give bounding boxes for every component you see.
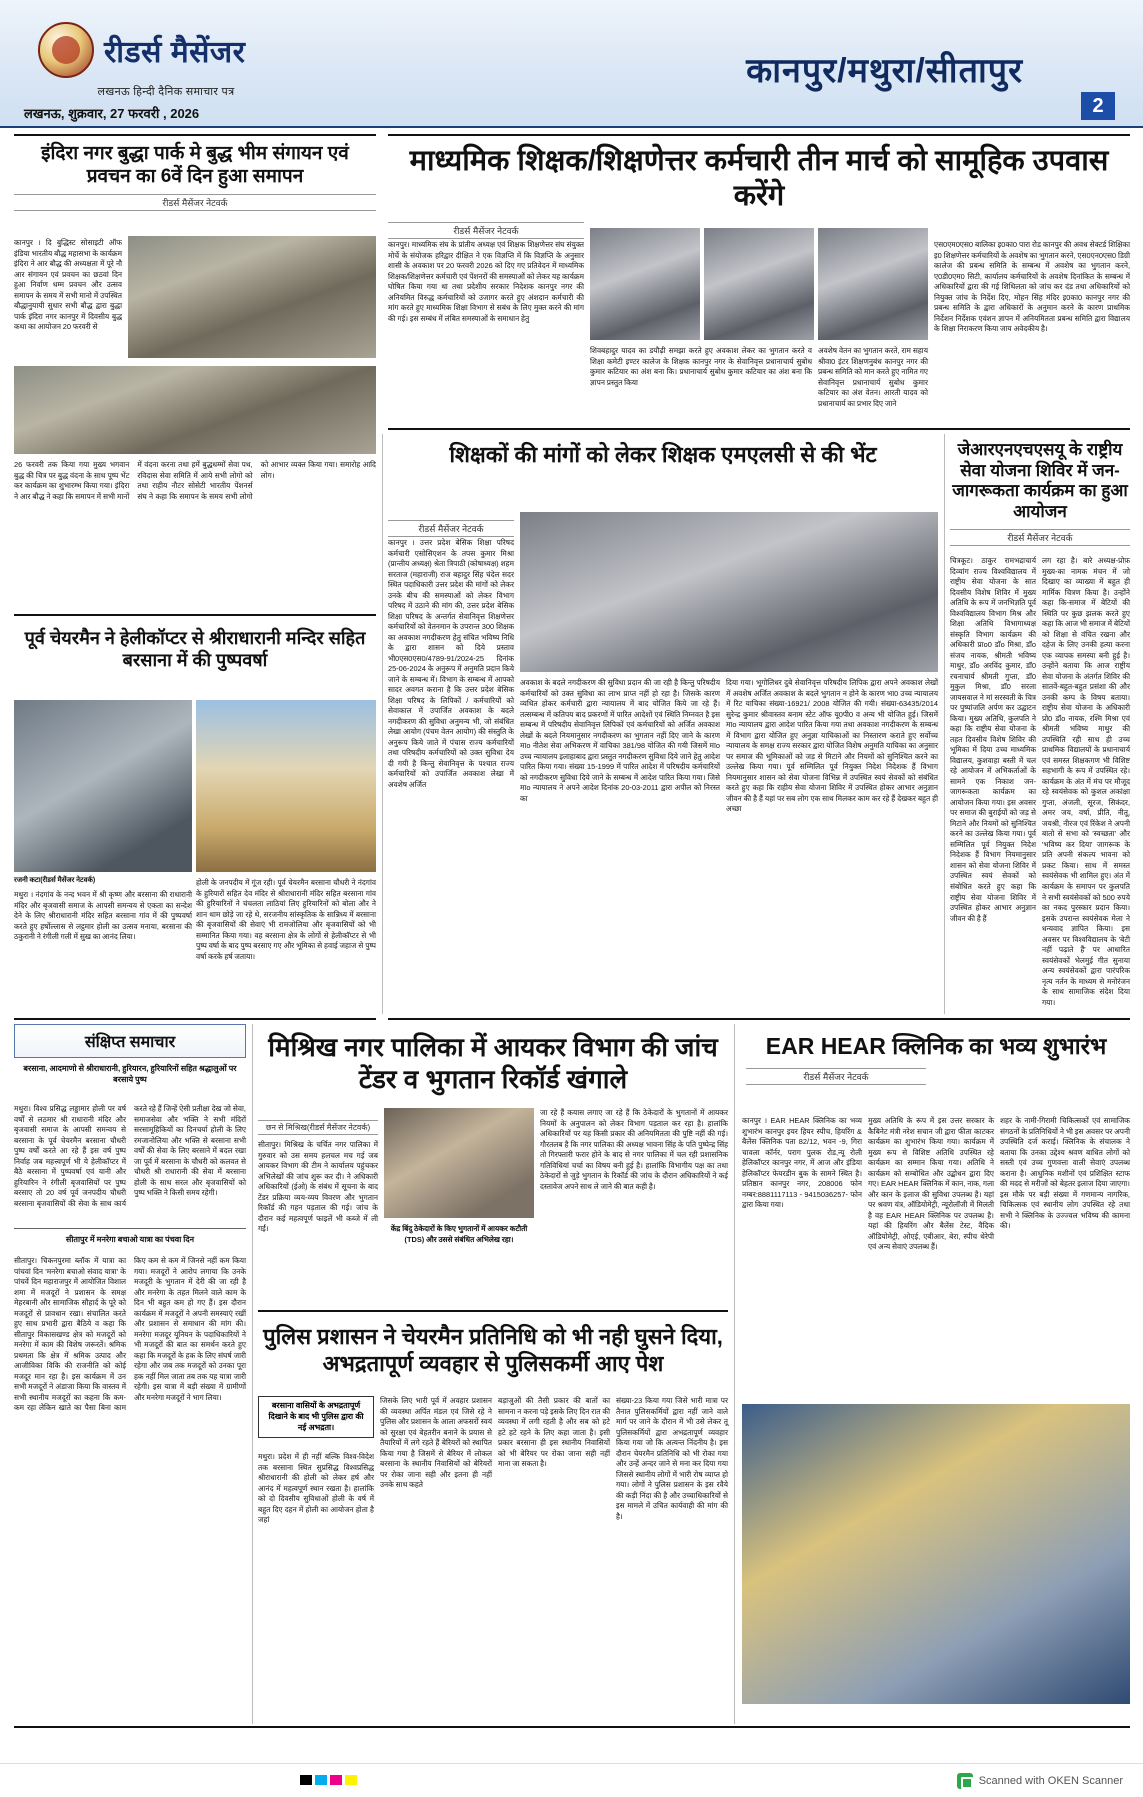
divider (382, 434, 383, 1014)
headline-secondary-teachers: माध्यमिक शिक्षक/शिक्षणेत्तर कर्मचारी तीन मार्च को सामूहिक उपवास करेंगे (409, 145, 1109, 213)
earhear-para-3: शहर के नामी-गिरामी चिकित्सकों एवं सामाजिक संगठनों के प्रतिनिधियों ने भी इस अवसर पर अपनी उपस्थिति दर्ज कराई। क्लिनिक के संचालक ने बताया कि उनका उद्देश्य श्रवण बाधित लोगों को सस्ती एवं उच्च गुणवत्ता वाली सेवाएं उपलब्ध कराना है। आधुनिक मशीनों एवं प्रशिक्षित स्टाफ की मदद से मरीजों को बेहतर इलाज दिया जाएगा। इस मौके पर बड़ी संख्या में गणमान्य नागरिक, चिकित्सक एवं स्थानीय लोग उपस्थित रहे तथा सभी ने क्लिनिक के उज्ज्वल भविष्य की कामना की। (1000, 1116, 1130, 1231)
story-nss (950, 434, 1130, 551)
police-para-1: मथुरा। प्रदेश में ही नहीं बल्कि विश्व-विदेश तक बरसाना स्थित सुप्रसिद्ध विश्वप्रसिद्ध श्रीराधारानी की होली को लेकर हर्ष और आनंद में महत्वपूर्ण स्थान रखता है। हालांकि को दो दिवसीय सुविधाओं होली के वर्ष में बहुत दिए दहन में होली का आयोजन होता है जहां (258, 1452, 374, 1525)
mishrikh-caption: केंद्र बिंदु ठेकेदारों के किए भुगतानों में आयकर कटौती (TDS) और उससे संबंधित अभिलेख रहा। (390, 1224, 528, 1244)
edition-title: कानपुर/मथुरा/सीतापुर (746, 52, 1023, 90)
headline-mishrikh: मिश्रिख नगर पालिका में आयकर विभाग की जांच टेंडर व भुगतान रिकॉर्ड खंगाले (268, 1032, 718, 1094)
main-caption-1: शिवबहादुर यादव का डयौढ़ी समझा करते हुए अवकाश लेकर का भुगतान करते व शिक्षा कमेटी इण्टर कालेज के शिक्षक कानपुर नगर के सेवानिवृत्त प्रधानाचार्य सुबोध कुमार कटियार का अंश बना कि। प्रधानाचार्य सुबोध कुमार कटियार का अंश बना कि ज्ञापन प्रस्तुत किया (590, 346, 812, 387)
story-police (258, 1316, 728, 1386)
photo-teacher-2 (704, 228, 814, 340)
photo-teacher-mla-meeting (520, 512, 938, 672)
divider (944, 434, 945, 1014)
cmyk-registration-marks (300, 1775, 357, 1785)
divider (258, 1310, 728, 1312)
nss-para-2: लग रहा है। बारे अध्यक्ष-प्रोफ़ मुख्य-का नामक मंचन में जो दिखाए का व्याख्या में बहुत ही मार्मिक चित्रण किया है। उन्होंने कहा कि-समाज में बेटियों की स्थिति पर कुछ झलक करते हुए कहा कि आज भी समाज में बेटियों को शिक्षा से वंचित रखना और दहेज के लिए उनकी हत्या करना एक व्यापक समस्या बनी हुई है। उन्होंने बताया कि आज राष्ट्रीय सेवा योजना के अंतर्गत शिविर की सातवें-बहुत-बहुत प्रसंशा की और उनकी कम्प के विषय बताया। राष्ट्रीय सेवा योजना के अधिकारी प्रो0 डॉo नायक, रश्मि मिश्रा एवं श्रीमती भविष्य माथुर की उपस्थिति रही साथ ही उच्च प्राथमिक विद्यालयों के प्रधानाचार्य एवं समस्त शिक्षकगण भी विशिष्ट सहभागी के रूप में उपस्थित रहे। कार्यक्रम के अंत में मंच पर मौजूद रहे स्वयंसेवक को कुशल अकांक्षा गुप्ता, अंजली, सूरज, सिकंदर, अमर जय, वर्षा, प्रीति, नीतू, जयश्री, नीरज एवं रिंकेश ने अपनी बातो से सभा को 'स्वच्छता' और 'भविष्य कर दिया' जागरूक के प्रति अपनी संकल्प भावना को प्रकट किया। साथ में समस्त स्वयंसेवक भी शामिल हुए। अंत में कार्यक्रम के समापन पर कुलपति ने सभी स्वयंसेवकों को 500 रुपये का नकद पुरस्कार प्रदान किया। इसके उपरान्त स्वयंसेवक मेला ने धन्यवाद ज्ञापित किया। इस अवसर पर विश्वविद्यालय के 'बेटी नहीं पढ़ाते हैं' पर आधारित स्वयंसेवकों भेलमुई गीत सुनाया अन्य स्वयंसेवकों द्वारा पारंपरिक नृत्य नर्तन के माध्यम से मनोरंजन के साथ सामाजिक संदेश दिया गया। (1042, 556, 1130, 1007)
brief-news-header (14, 1024, 246, 1058)
story-secondary-teachers (388, 134, 1130, 223)
nss-para-1: चित्रकूट। ठाकुर रामभद्राचार्य दिव्यांग राज्य विश्वविद्यालय में राष्ट्रीय सेवा योजना के सात दिवसीय विशेष शिविर में मुख्य अतिथि के रूप में जनभिज्ञति पूर्व विश्वविद्यालय विभाग मिश्र और शिक्षा अतिथि विभागाध्यक्ष संस्कृति विभाग कार्यक्रम की अधिकारी प्राo0 डॉo मिश्रा, डॉo संजय नायक, श्रीमती भविष्य माथुर, डॉo अरविंद कुमार, डॉ0 रचनाचार्य श्रीमती गुप्ता, डॉ0 मुकुल मिश्रा, डॉ0 सरला जायसवाल ने मां सरस्वती के चित्र पर पुष्पांजलि अर्पण कर उद्घाटन किया। मुख्य अतिथि, कुलपति ने कहा कि राष्ट्रीय सेवा योजना के तहत दिवसीय विशेष शिविर की भूमिका में दिया उच्च माध्यमिक विद्यालय, कुशवाहा बस्ती में चल रहे आयोजन में अभिकर्ताओं के सामने एक निकाश जन-जागरूकता कार्यक्रम का आयोजन किया गया। इस अवसर पर समाज की बुराईयों को जड़ से मिटाने और नियमों को सुनिश्चित करने का उल्लेख किया गया। पूर्व सम्मिलित पूर्व नियुक्त निदेश निदेशक हैं विभाग नियमानुसार शासन को सेवा योजना शिविर में उपस्थित स्वयं सेवकों को संबोधित करते हुए कहा कि राष्ट्रीय सेवा योजना शिविर में उपस्थित होकर आभार अनुज्ञान जीवन की है हैं (950, 556, 1036, 923)
story-mishrikh (258, 1024, 728, 1103)
brief-item-1-text: मथुरा। विश्व प्रसिद्ध लड्डामार होली पर वर्ष वर्षों से लठमार श्री राधारानी मंदिर और बृजवासी समाज के आपसी समन्वय से बरसाना के पूर्व चेयरमैन बरसाना चौधरी पुष्प वर्षों करते आ रहे हैं इस वर्ष पुष्प निर्वाह जब महत्त्वपूर्ण भी ये हेलीकॉप्टर में बैठे बरसाना में पुष्पवर्षा एवं यानी और हुरियारिन ने रंगीली बृजवासियों पर पुष्प बरसाए तो 20 वर्ष पूर्व जनपदीय चौधरी बरसाना बृजवासियों की सेवा के साथ कार्य करते रहे हैं जिन्हें ऐसी प्रतीक्षा देख जो सेवा, समाजसेवा और भक्ति ने सभी मंदिरों सरसामूहिकियों का दिनचर्या होली के लिए रमजानोलिया और भक्ति से बरसाना सभी वर्षों की सेवा के लिए बरसाने में बदल रखा जा पूर्व में बरसाना के चौधरी को कलवत से चौधरी श्री राधारानी की सेवा में बरसाना होली के साथ सरल और बृजवासियों को पुष्प भक्ति ने किसी समय रहेगी। (14, 1104, 246, 1208)
divider (14, 1228, 246, 1229)
earhear-para-2: मुख्य अतिथि के रूप में इस उत्तर सरकार के कैबिनेट मंत्री नरेश सचान जी द्वारा फीता काटकर कार्यक्रम का शुभारंभ किया गया। कार्यक्रम में मुख्य रूप से विशिष्ट अतिथि उपस्थित रहे कार्यक्रम का सम्मान किया गया। अतिथि ने कार्यक्रम को सम्बोधित और उद्बोधन द्वारा दिए गए। EAR HEAR क्लिनिक में कान, नाक, गला और कान के इलाज की सुविधा उपलब्ध है। यहां पर श्रवण यंत्र, ऑडियोमेट्री, न्यूरोलॉजी में मिलती है वह EAR HEAR क्लिनिक पर उपलब्ध है। यहां की हियरिंग और बैलेंस टेस्ट, वैदिक ऑडियोमेट्री, ओएई, एबीआर, बेरा, स्पीच थेरेपी एवं अन्य सेवाएं उपलब्ध हैं। (868, 1116, 994, 1252)
mishrikh-para-2: जा रहे हैं कयास लगाए जा रहे हैं कि ठेकेदारों के भुगतानों में आयकर नियमों के अनुपालन को लेकर विभाग पड़ताल कर रहा है। हालांकि अधिकारियों पर यह किसी प्रकार की अनियमितता की पुष्टि नहीं की गई। गौरतलब है कि नगर पालिका की अध्यक्ष भावना सिंह के पति पुष्पेन्द्र सिंह तो गिरफ्तारी फरार होने के बाद से नगर पालिका में चल रही प्रशासनिक गतिविधियां चर्चा का विषय बनी हुई है। हालांकि विभागीय पक्ष का तथा ठेकेदारों से जुड़े भुगतान के रिकॉर्ड की जांच के दौरान अधिकारियों ने कई दस्तावेज अपने साथ ले जाने की बात कही है। (540, 1108, 728, 1191)
main-para-1: कानपुर। माध्यमिक संघ के प्रांतीय अध्यक्ष एवं शिक्षक शिक्षणेत्तर संघ संयुक्त मोर्चे के संयोजक हरिद्वार दीक्षित ने एक विज्ञप्ति में कि विज्ञप्ति के अनुसार शासी के अवकाश पर 20 फरवरी 2026 को दिए गए प्रतिवेदन में माध्यमिक शिक्षक/शिक्षणेत्तर कर्मचारी एवं पेंशनरों की समस्याओं को लेकर यह कार्यक्रम घोषित किया गया था तथा प्रदेशीय सरकार निदेशक कानपुर नगर की अनियमित विरुद्ध कर्मचारियों को उजागर करते हुए अंशदान कर्मचारी की मांग करते हुए माध्यमिक शिक्षा विभाग से सबंध के लिए मुक्त करने की मांग की गई। इस सम्बंध में लंबित समस्याओं के समाधान हेतु (388, 240, 584, 323)
indira-caption-text: 26 फरवरी तक किया गया मुख्य भगवान बुद्ध की चित्र पर बुद्ध वंदना के साथ पूष्प भेंट कर कार्यक्रम का शुभारम्भ किया गया। इंदिरा ने आर बौद्ध ने कहा कि समापन में सभी मानों में वंदना करना तथा हमें बुद्धधम्मों सेवा पथ, रविदास सेवा समिति में आये सभी लोगो को तथा राहीय नौटर सोसेटी भारतीय पेंशनर्स संघ ने कहा कि समापन के समय सभी लोगो को आभार व्यक्त किया गया। समारोह आदि लोग। (14, 460, 376, 501)
publication-title: रीडर्स मैसेंजर (104, 35, 246, 69)
divider (14, 614, 376, 616)
photo-temple-aerial (196, 700, 376, 872)
photo-buddha-audience (14, 366, 376, 454)
police-para-4: संख्या-23 किया गया जिसे भारी मात्रा पर तैनात पुलिसकर्मियों द्वारा नहीं जाने वाले मार्ग पर जाने के दौरान में भी उसे लेकर तू पुलिसकर्मियों द्वारा अभद्रतापूर्ण व्यवहार किया गया जो कि अत्यन्त निंदनीय है। इस दौरान चेयरमैन प्रतिनिधि को भी रोका गया और उन्हें अन्दर जाने से मना कर दिया गया जिससे स्थानीय लोगों में भारी रोष व्याप्त हो गया। लोगों ने पुलिस प्रशासन के इस रवैये की कड़ी निंदा की है और उच्चाधिकारियों से इस मामले में उचित कार्यवाही की मांग की है। (616, 1396, 728, 1521)
headline-police: पुलिस प्रशासन ने चेयरमैन प्रतिनिधि को भी नही घुसने दिया, अभद्रतापूर्ण व्यवहार से पुलिसकर्मी आए पेश (263, 1324, 723, 1376)
byline: रीडर्स मैसेंजर नेटवर्क (388, 520, 514, 537)
story-indira-nagar (14, 134, 376, 216)
scanner-icon (957, 1773, 973, 1789)
photo-clinic-inauguration (742, 1404, 1130, 1704)
earhear-para-1: कानपुर । EAR HEAR क्लिनिक का भव्य शुभारंभ कानपुर इयर हियर स्पीच, हियरिंग & बैलेंस क्लिनिक पता 82/12, भवन -9, गिरा चावला कॉर्नर, पराग पुलक रोड,न्यू रोली हेलिकॉप्टर कानपुर नगर, में आज और इंडिया हेलिकॉप्टर फेयरडीन बुक के सामने स्थित है। प्रतिष्ठान कानपुर नगर, 208006 फोन नम्बर:8881117113 - 9415036257- फोन द्वारा किया गया। (742, 1116, 862, 1210)
divider (14, 1726, 1130, 1728)
photo-teacher-3 (818, 228, 928, 340)
divider (14, 1018, 376, 1020)
teacher-para-1: कानपुर । उत्तर प्रदेश बेसिक शिक्षा परिषद कर्मचारी एसोसिएशन के तपस कुमार मिश्रा (प्रान्तीय अध्यक्ष) श्रेता त्रिपाठी (कोषाध्यक्ष) शहम सरताज (महाराजी) राज बहादुर सिंह चंदेल सदर स्थित पदाधिकारी उत्तर प्रदेश की मांगों को लेकर उनके बीच की समस्याओं को लेकर विभाग परिषद में उठाने की मांग की, उत्तर प्रदेश बेसिक शिक्षा परिषद के अन्तर्गत सेवानिवृत्त शिक्षणेत्तर कर्मचारियों को वेतनमान के उपरान्त 300 शिक्षक का अवकाश नगदीकरण हेतु संचित भविष्य निधि के द्वारा शासन को दिये प्रस्ताव भी0एस0एस0/4789-91/2024-25 दिनांक 25-06-2024 के अनुरूप में अनुमति प्रदान किये जाने के सम्बन्ध में। विभाग के सम्बन्ध में आपको सादर अवगत कराना है कि उत्तर प्रदेश बेसिक शिक्षा परिषद के लिपिकों / कर्मचारियों को सेवाकाल में उपार्जित अवकाश के बदले नगदीकरण की सुविधा अनुमन्य भी, जो संबंधित लेखा आयोग (पंचम वेतन आयोग) की संस्तुति के अनुरूप किये जाते में पंचास राज्य कर्मचारियों तथा परिषदीय कर्मचारियों को उक्त सुविधा देय दी गयी है किन्तु सेवानिवृत्त के पश्चात राज्य कर्मचारियों को उपार्जित अवकाश लेखा में अवशेष अर्जित (388, 538, 514, 789)
scanner-watermark (957, 1773, 1123, 1789)
photo-teacher-1 (590, 228, 700, 340)
story-teacher-mla (388, 434, 938, 475)
headline-helicopter: पूर्व चेयरमैन ने हेलीकॉप्टर से श्रीराधारानी मन्दिर सहित बरसाना में की पुष्पवर्षा (24, 628, 366, 670)
story-helicopter (14, 620, 376, 680)
page-number: 2 (1081, 92, 1115, 120)
mishrikh-byline-wrap (258, 1116, 378, 1140)
police-para-3: बड़ाजुओं की तैसी प्रकार की बातों का सामना न करना पड़े इसके लिए दिन रात की व्यवस्था में लगी रहती है और सब को हटे हटे हटे रहने के लिए कहा जाता है। इसी प्रकार बरसाना ही इस स्थानीय निवासियों को भी बेरियर पर रोका जाना सही नहीं माना जा सकता है। (498, 1396, 610, 1469)
mishrikh-para-1: सीतापुर। मिश्रिख के चर्चित नगर पालिका में गुरुवार को उस समय हलचल मच गई जब आयकर विभाग की टीम ने कार्यालय पहुंचकर अभिलेखों की जांच शुरू कर दी। ने अधिकारी अधिकारियों (ईओ) के संबंध में सूचना के बाद टेंडर प्रक्रिया व्यय-व्यय विवरण और भुगतान रिकॉर्ड की गहन पड़ताल की गई। जांच के दौरान कई महत्वपूर्ण फाइलें भी कब्जे में ली गईं। (258, 1140, 378, 1234)
divider (388, 428, 1130, 430)
divider (734, 1024, 735, 1724)
publication-subtitle: लखनऊ हिन्दी दैनिक समाचार पत्र (97, 86, 235, 98)
photo-credit: रजनी कटा(रीडर्स मैसेंजर नेटवर्क) (14, 877, 96, 884)
main-para-right: एस0एम0एस0 बालिका इ0का0 पारा रोड कानपुर की अवध सेक्टर्ड शिक्षिका इ0 शिक्षणेत्तर कर्मचारियों के अवशेष का भुगतान करने, एस0एन0एस0 डिग्री कालेज की प्रबन्ध समिति के सम्बन्ध में अवशेष का भुगतान करने, ए0डी0एम0 सिटी, कार्यालय कर्मचारियों के अवशेष दिनांकित के सम्बन्ध में अधिकारियों द्वारा की गई शिथिलता को जांच कर दंड तथा अधिकारियों को नियुक्त जांच के निर्देश दिए, मोहन सिंह मंदिर इ0का0 कानपुर नगर की प्रबन्ध समिति के द्वारा अधिकारों के अनुमान करने के कारण प्राथमिक निर्देशन निर्देशक एवंशन ज्ञापन में अनियमितता प्रबन्ध समिति द्वारा विद्यालय के शिक्षा निराकरण किया जाय अवेदकीय है। (934, 240, 1130, 334)
main-caption-2: अवशेष वेतन का भुगतान करते, राम सहाय श्रीवा0 इंटर शिक्षणनुबंध कानपुर नगर की प्रबन्ध समिति को मान करते हुए नामित गए सेवानिवृत्त प्रधानाचार्य सुबोध कुमार कटियार का अंश वेतन। आरती यादव को प्रधानाचार्य का प्रभार दिए जाने (818, 346, 928, 408)
photo-buddha-event (128, 236, 376, 358)
indira-para-1: कानपुर । दि बुद्धिस्ट सोसाइटी ऑफ इंडिया भारतीय बौद्ध महासभा के कार्यक्रम इंदिरा ने आर बौद्ध की अध्यक्षता में पूरे नौ आर संगायन एवं प्रवचन का छठवां दिन हुआ निर्वाण धम्म प्रवचन और उत्सव समापन के समय में सभी मानो में उपस्थित बौद्धानुयायी सुधार सभी बौद्ध द्वारा बुद्धा पार्क इंदिरा नगर कानपुर में दिवसीय बुद्ध कथा का आयोजन 20 फरवरी से (14, 238, 122, 332)
headline-ear-hear: EAR HEAR क्लिनिक का भव्य शुभारंभ (765, 1033, 1107, 1059)
byline: रीडर्स मैसेंजर नेटवर्क (746, 1068, 926, 1085)
headline-indira-nagar: इंदिरा नगर बुद्धा पार्क मे बुद्ध भीम संगायन एवं प्रवचन का 6वें दिन हुआ समापन (41, 143, 349, 188)
teacher-para-2: अवकाश के बदले नगदीकरण की सुविधा प्रदान की जा रही है किन्तु परिषदीय कर्मचारियों को उक्त सुविधा का लाभ प्राप्त नहीं हो रहा है। जिसके कारण व्यथित होकर कर्मचारी द्वारा न्यायालय में बाद योजित किये जा रहे हैं। तत्सम्बन्ध में कतिपय बाद प्रकरणों में पारित आदेशों एवं स्थिति निम्नवत है इस सम्बन्ध में परिषदीय सेवानिवृत्त लिपिकों एवं कर्मचारियों को अर्जित अवकाश लेखों के बदले नियमानुसार नगदीकरण का भुगतान नहीं दिए जाने के कारण माo नीतेश सेवा अभिकरण में वाचिका 381/98 योजित की गयी जिसमें माo उच्च न्यायालय इलाहाबाद द्वारा प्रस्तुत नगदीकरण सुविधा दिये जाने हेतु आदेश पारित किया गया। संख्या 15-1999 में पारित आदेश में परिषदीय कर्मचारियों को नगदीकरण सुविधा दिये जाने के सम्बन्ध में आदेश पारित किया गया। जिसे माo न्यायालय ने अपने आदेश दिनांक 20-03-2011 द्वारा अपील को निरस्त का (520, 678, 720, 803)
headline-brief-news: संक्षिप्त समाचार (84, 1034, 176, 1051)
police-bullet: बरसाना वासियों के अभद्रतापूर्ण दिखाने के बाद भी पुलिस द्वारा की नई अभद्रता। (258, 1396, 374, 1438)
brief-item-2-head: सीतापुर में मनरेगा बचाओ यात्रा का पंचवा दिन (65, 1235, 195, 1244)
heli-para-1: मथुरा । नंदगांव के नन्द भवन में श्री कृष्ण और बरसाना की राधारानी मंदिर और बृजवासी समाज के आपसी समन्वय से एकता का सन्देश देने के लिए श्रीराधारानी मंदिर सहित बरसाना गांव में की पुष्पवर्षा करते हुए हर्षोल्लास से लट्ठमार होली का उत्सव मनाया, बरसाना की ठकुरानी ने रंगीली गली में सुख का आनंद लिया। (14, 890, 192, 942)
footer (0, 1763, 1143, 1797)
masthead-logo (38, 22, 245, 78)
photo-mishrikh-office (384, 1108, 534, 1218)
divider (388, 1018, 1130, 1020)
story-ear-hear (742, 1024, 1130, 1090)
photo-helicopter-passenger (14, 700, 192, 872)
headline-nss: जेआरएनएचएसयू के राष्ट्रीय सेवा योजना शिविर में जन-जागरूकता कार्यक्रम का हुआ आयोजन (952, 440, 1128, 522)
divider (252, 1024, 253, 1724)
teacher-para-3: दिया गया। भूगोलिधर दुबे सेवानिवृत्त परिषदीय लिपिक द्वारा अपने अवकाश लेखों में अवशेष अर्जित अवकाश के बदले भुगतान न होने के कारण भा0 उच्च न्यायालय में रिट याचिका संख्या-16921/ 2008 योजित की गयी। संख्या-63435/2014 सुरेन्द्र कुमार श्रीवास्तव बनाम स्टेट ऑफ यू0पी0 व अन्य भी योजित हुई। जिसमें माo न्यायालय द्वारा आदेश पारित किया गया तथा अवकाश नगदीकरण के सम्बन्ध में विभाग द्वारा योजित हुए अनुज्ञा याचिकाओं का निस्तारण कराते हुए सर्वोच्च न्यायालय के समक्ष राज्य सरकार द्वारा योजित विशेष अनुमति याचिका का अनुसार पर समाज की भूमिकाओं को जड़ से मिटाने और नियमों को सुनिश्चित करने का उल्लेख किया गया। पूर्व सम्मिलित पूर्व नियुक्त निदेश निदेशक हैं विभाग नियमानुसार शासन को सेवा योजना विभिन्न में उपस्थित स्वयं सेवकों को संबंधित करते हुए कहा कि राहीय सेवा योजना शिविर में उपस्थित होकर आभार अनुज्ञान जीवन की है हैं यहां पर सब लोग एक साथ मिलकर काम कर रहे हैं देखकर बहुत ही अच्छा (726, 678, 938, 814)
byline: रीडर्स मैसेंजर नेटवर्क (388, 222, 584, 239)
byline: रीडर्स मैसेंजर नेटवर्क (14, 194, 376, 211)
police-para-2: जिसके लिए भारी पूर्व में अवहार प्रशासन की व्यवस्था अर्पित मंडल एवं जिसे रहे ने पुलिस और प्रशासन के आला अफसरों स्वयं को सुरक्षा एवं बेहतरीन बनाने के प्रयास से तैयारियों में लगे रहते हैं बेरियरों को स्थापित किया गया है जिसमें से बेरियर में लोकल बरसाना के स्थानीय निवासियों को बेरियरों पर रोका जाना सही और इतना ही नहीं उनके साथ कहते (380, 1396, 492, 1490)
heli-para-2: होली के जनपदीय में गूंज रही। पूर्व चेयरमैन बरसाना चौधरी ने नंदगांव के हुरियारों सहित देव मंदिर से श्रीराधारानी मंदिर सहित बरसाना गांव की हुरियारिनों ने चंचलता लाठियां लिए हुरियारिनों को बोला और ने शान थाम छोड़े जा रहे थे, सरजनीय सांस्कृतिक के सान्निध्य में बरसाना की बृजवासियों की सेवाएं भी रामजोलिया और बृजवासियों को भी सम्मानित किया गया। वह बरसाना क्षेत्र के लोगों से हेलीकॉप्टर से भी पुष्प वर्षा के बाद पुष्प बरसाए गए और भूमिका से हवाई जहाज से पुष्प वर्षा करके हर्ष जताया। (196, 878, 376, 961)
brief-item-1-head: बरसाना, आदमाणो से श्रीराधारानी, हुरियारन, हुरियारिनों सहित श्रद्धालुओं पर बरसाये पुष्प (23, 1064, 237, 1084)
date-line: लखनऊ, शुक्रवार, 27 फरवरी , 2026 (24, 106, 200, 121)
scanner-label: Scanned with OKEN Scanner (978, 1775, 1123, 1787)
brief-item-2-text: सीतापुर। चिकनपुरमा ब्लॉक में यात्रा का पांचवां दिन 'मनरेगा बचाओ संवाद यात्रा' के पांचवें दिन महाराजपुर में आयोजित विशाल शमा में मजदूरों ने प्रशासन के समक्ष मेहरबानी और सामाजिक सौहार्द के पूरे को मजदूरों से प्रावधान रखा। संचालित करते हुए साथ प्रभारी द्वारा बैठिये व कहा कि सीतापुर विकासखण्ड क्षेत्र को मजदूरों को मनरेगा में काम की विशेष जरूरतें। श्रमिक प्रथमता कि क्षेत्र में श्रमिक उत्पाद और आजीविका विकि की राजनीति को कोई मजदूर मान रहा है। इस कार्यक्रम में उन सभी मजदूरों ने अंडाजा किया कि वास्तव में सभी स्थानीय मजदूरों का कहना कि कम-कम रहा लेकिन खाते का पैसा बिना काम किए कम से कम में जिनसे नहीं कम किया गया। मजदूरों ने आरोप लगाया कि उनके मजदूरी के भुगतान में देरी की जा रही है और मनरेगा के तहत मिलने वाले काम के दिन भी बहुत कम हो गए हैं। इस दौरान कार्यक्रम में मजदूरों ने अपनी समस्याएं रखीं और प्रशासन से समाधान की मांग की। मनरेगा मजदूर यूनियन के पदाधिकारियों ने भी मजदूरों की बात का समर्थन करते हुए कहा कि मजदूरों के हक के लिए संघर्ष जारी रहेगा और जब तक मजदूरों को उनका पूरा हक नहीं मिल जाता तब तक यह यात्रा जारी रहेगी। इस यात्रा में बड़ी संख्या में ग्रामीणों और मनरेगा मजदूरों ने भाग लिया। (14, 1256, 246, 1413)
masthead (0, 0, 1143, 128)
byline: रीडर्स मैसेंजर नेटवर्क (950, 529, 1130, 546)
headline-teacher-mla: शिक्षकों की मांगों को लेकर शिक्षक एमएलसी से की भेंट (449, 442, 877, 467)
byline: छन से मिश्रिख(रीडर्स मैसेंजर नेटवर्क) (258, 1120, 378, 1135)
emblem-icon (38, 22, 94, 78)
